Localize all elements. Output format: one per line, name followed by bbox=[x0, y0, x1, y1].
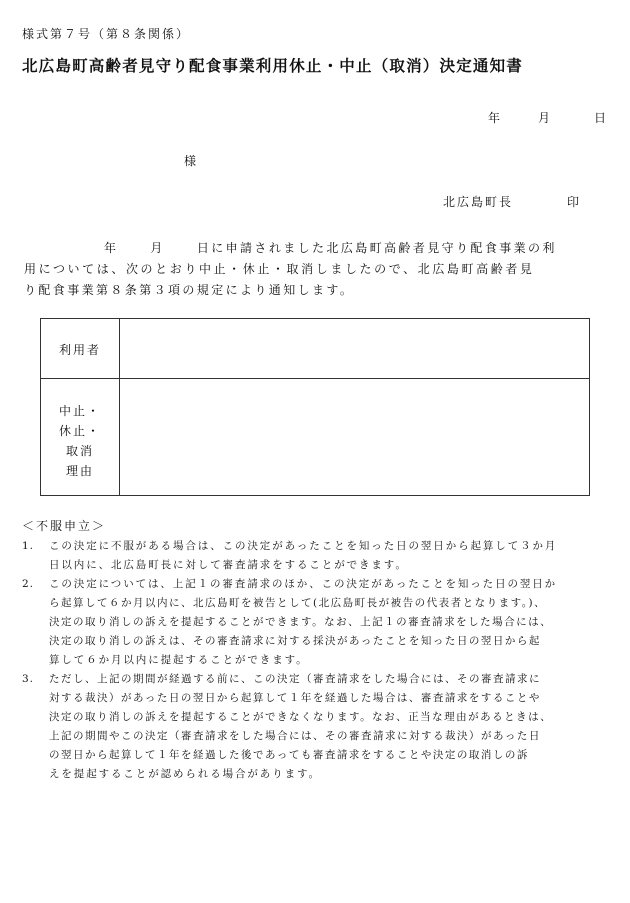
issuer-name: 北広島町長 bbox=[443, 195, 514, 209]
date-year-label: 年 bbox=[488, 111, 501, 125]
body-month-label: 月 bbox=[150, 241, 165, 255]
form-number: 様式第７号（第８条関係） bbox=[22, 27, 191, 41]
reason-label-line: 取消 bbox=[65, 444, 94, 458]
document-title: 北広島町高齢者見守り配食事業利用休止・中止（取消）決定通知書 bbox=[22, 56, 524, 75]
notice-body-line-3: り配食事業第８条第３項の規定により通知します。 bbox=[24, 283, 355, 297]
date-month-label: 月 bbox=[538, 111, 551, 125]
appeal-item-line: の翌日から起算して１年を経過した後であっても審査請求をすることや決定の取消しの訴 bbox=[49, 749, 529, 761]
reason-label-line: 中止・ bbox=[58, 404, 101, 418]
appeal-item-line: 決定の取り消しの訴えは、その審査請求に対する採決があったことを知った日の翌日から起 bbox=[49, 635, 541, 647]
table-column-divider bbox=[119, 319, 120, 495]
appeal-item-number: 1. bbox=[22, 540, 35, 552]
appeal-item-line: ら起算して６か月以内に、北広島町を被告として(北広島町長が被告の代表者となります。)、 bbox=[49, 597, 547, 609]
appeal-item-line: 決定の取り消しの訴えを提起することができます。なお、上記１の審査請求をした場合には、 bbox=[49, 616, 553, 628]
appeal-item-line: この決定については、上記１の審査請求のほか、この決定があったことを知った日の翌日か bbox=[49, 578, 558, 590]
notice-body-line-2: 用については、次のとおり中止・休止・取消しましたので、北広島町高齢者見 bbox=[24, 262, 535, 276]
reason-label-line: 理由 bbox=[65, 464, 94, 478]
reason-label-line: 休止・ bbox=[58, 424, 101, 438]
appeal-list bbox=[22, 537, 612, 784]
reason-label bbox=[41, 401, 119, 481]
notice-body bbox=[24, 238, 604, 301]
appeal-heading: ＜不服申立＞ bbox=[22, 519, 107, 533]
appeal-item-line: 決定の取り消しの訴えを提起することができなくなります。なお、正当な理由があるときは、 bbox=[49, 711, 553, 723]
appeal-item bbox=[22, 575, 612, 670]
appeal-item bbox=[22, 537, 612, 575]
issuer-seal: 印 bbox=[567, 195, 580, 209]
decision-table bbox=[40, 318, 590, 496]
date-day-label: 日 bbox=[594, 111, 607, 125]
appeal-item-line: えを提起することが認められる場合があります。 bbox=[49, 768, 321, 780]
table-row-divider bbox=[41, 378, 589, 379]
body-line-1-text: 日に申請されました北広島町高齢者見守り配食事業の利 bbox=[196, 241, 557, 255]
issuer bbox=[443, 193, 579, 210]
appeal-item-line: 算して６か月以内に提起することができます。 bbox=[49, 654, 309, 666]
appeal-item-line: この決定に不服がある場合は、この決定があったことを知った日の翌日から起算して３か月 bbox=[49, 540, 558, 552]
appeal-item bbox=[22, 670, 612, 784]
appeal-item-line: 対する裁決）があった日の翌日から起算して１年を経過した場合は、審査請求をすることや bbox=[49, 692, 541, 704]
appeal-item-line: 上記の期間やこの決定（審査請求をした場合には、その審査請求に対する裁決）があった日 bbox=[49, 730, 541, 742]
notice-body-line-1 bbox=[24, 238, 604, 259]
appeal-item-line: ただし、上記の期間が経過する前に、この決定（審査請求をした場合には、その審査請求に bbox=[49, 673, 541, 685]
body-year-label: 年 bbox=[104, 241, 119, 255]
addressee-suffix: 様 bbox=[184, 154, 197, 168]
appeal-item-number: 2. bbox=[22, 578, 35, 590]
appeal-item-line: 日以内に、北広島町長に対して審査請求をすることができます。 bbox=[49, 559, 408, 571]
user-label: 利用者 bbox=[58, 343, 101, 357]
appeal-item-number: 3. bbox=[22, 673, 35, 685]
date-line bbox=[488, 109, 606, 126]
